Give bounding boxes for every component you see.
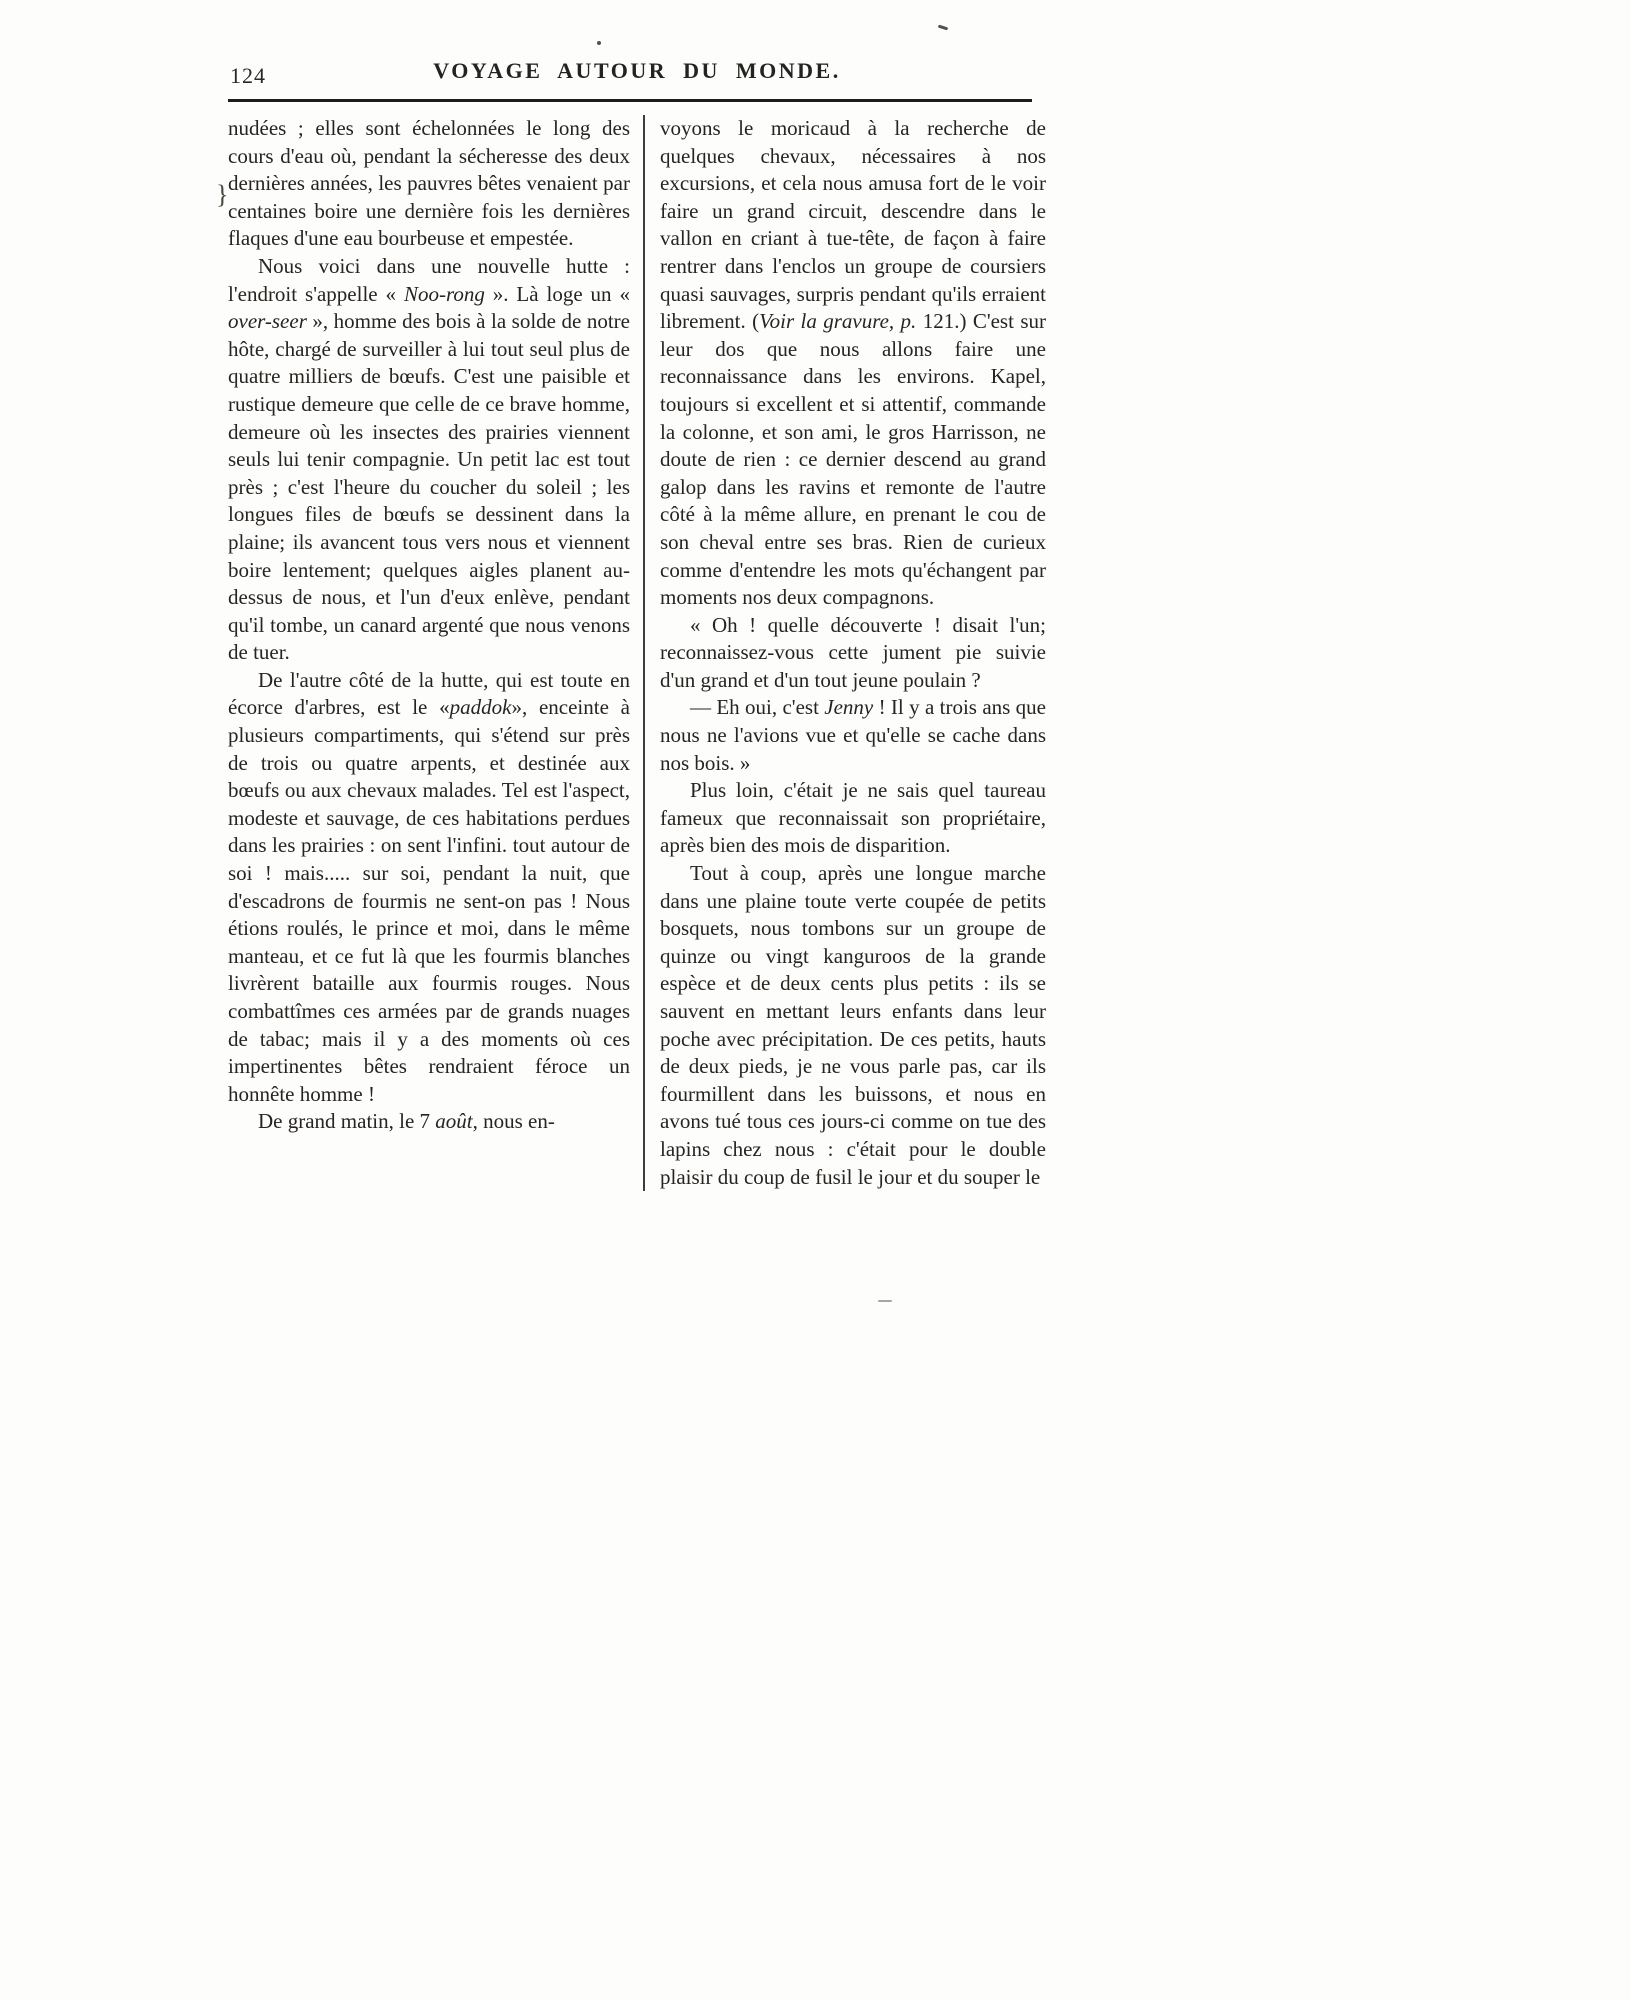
- text-run: De grand matin, le 7: [258, 1109, 436, 1134]
- margin-brace-artifact: }: [216, 180, 229, 209]
- page-number: 124: [230, 63, 266, 88]
- text-run: Plus loin, c'était je ne sais quel taureau fameux que reconnaissait son propriétaire, après bien des mois de disparition.: [660, 778, 1046, 858]
- italic-run: août: [435, 1109, 473, 1134]
- text-run: », enceinte à plusieurs compartiments, qui s'étend sur près de trois ou quatre arpents, et destinée aux bœufs ou aux chevaux malades. Tel est l'aspect, modeste et sauvage, de ces habitations perdues dans les prairies : on sent l'infini. tout autour de soi ! mais..... sur soi, pendant la nuit, que d'escadrons de fourmis ne sent-on pas ! Nous étions roulés, le prince et moi, dans le même manteau, et ce fut là que les fourmis blanches livrèrent bataille aux fourmis rouges. Nous combattîmes ces armées par de grands nuages de tabac; mais il y a des moments où ces impertinentes bêtes rendraient féroce un honnête homme !: [228, 695, 630, 1106]
- page-content: [216, 54, 1046, 1191]
- running-title: VOYAGE AUTOUR DU MONDE.: [433, 58, 841, 83]
- paragraph: [228, 667, 630, 1109]
- running-header: [228, 54, 1046, 94]
- text-run: nudées ; elles sont échelonnées le long des cours d'eau où, pendant la sécheresse des deux dernières années, les pauvres bêtes venaient par centaines boire une dernière fois les dernières flaques d'une eau bourbeuse et empestée.: [228, 116, 630, 251]
- text-run: ! Il y a trois ans que nous ne l'avions vue et qu'elle se cache dans nos bois. »: [660, 695, 1046, 775]
- paragraph: [660, 694, 1046, 777]
- paragraph: [660, 115, 1046, 612]
- text-run: , nous en-: [472, 1109, 555, 1134]
- paragraph: [660, 860, 1046, 1191]
- text-run: voyons le moricaud à la recherche de quelques chevaux, nécessaires à nos excursions, et cela nous amusa fort de le voir faire un grand circuit, descendre dans le vallon en criant à tue-tête, de façon à faire rentrer dans l'enclos un groupe de coursiers quasi sauvages, surpris pendant qu'ils erraient librement. (: [660, 116, 1046, 334]
- scan-speck: [597, 41, 601, 45]
- header-rule: [228, 99, 1032, 102]
- italic-run: Voir la gravure, p.: [759, 309, 917, 334]
- paragraph: [660, 777, 1046, 860]
- text-columns: [228, 115, 1046, 1191]
- scan-speck: [938, 25, 948, 31]
- column-divider: [643, 115, 645, 1191]
- paragraph: [228, 115, 630, 253]
- text-run: ». Là loge un «: [484, 281, 630, 306]
- text-run: 121.) C'est sur leur dos que nous allons faire une reconnaissance dans les environs. Kapel, toujours si excellent et si attentif, commande la colonne, et son ami, le gros Harrisson, ne doute de rien : ce dernier descend au grand galop dans les ravins et remonte de l'autre côté à la même allure, en prenant le cou de son cheval entre ses bras. Rien de curieux comme d'entendre les mots qu'échangent par moments nos deux compagnons.: [660, 309, 1046, 610]
- text-run: Nous voici dans une nouvelle hutte : l'endroit s'appelle «: [228, 253, 630, 306]
- paragraph: [228, 1108, 630, 1136]
- paragraph: [660, 612, 1046, 695]
- text-run: — Eh oui, c'est: [690, 695, 825, 720]
- text-run: », homme des bois à la solde de notre hôte, chargé de surveiller à lui tout seul plus de quatre milliers de bœufs. C'est une paisible et rustique demeure que celle de ce brave homme, demeure où les insectes des prairies viennent seuls lui tenir compagnie. Un petit lac est tout près ; c'est l'heure du coucher du soleil ; les longues files de bœufs se dessinent dans la plaine; ils avancent tous vers nous et viennent boire lentement; quelques aigles planent au-dessus de nous, et l'un d'eux enlève, pendant qu'il tombe, un canard argenté que nous venons de tuer.: [228, 309, 630, 665]
- italic-run: Noo-rong: [403, 281, 485, 306]
- scan-speck: [878, 1300, 892, 1302]
- paragraph: [228, 253, 630, 667]
- text-run: Tout à coup, après une longue marche dans une plaine toute verte coupée de petits bosquets, nous tombons sur un groupe de quinze ou vingt kanguroos de la grande espèce et de deux cents plus petits : ils se sauvent en mettant leurs enfants dans leur poche avec précipitation. De ces petits, hauts de deux pieds, je ne vous parle pas, car ils fourmillent dans les buissons, et nous en avons tué tous ces jours-ci comme on tue des lapins chez nous : c'était pour le double plaisir du coup de fusil le jour et du souper le: [660, 861, 1046, 1189]
- right-column: [660, 115, 1046, 1191]
- italic-run: Jenny: [824, 695, 874, 720]
- left-column: [228, 115, 630, 1191]
- italic-run: over-seer: [228, 309, 307, 334]
- text-run: De l'autre côté de la hutte, qui est toute en écorce d'arbres, est le «: [228, 667, 630, 720]
- text-run: « Oh ! quelle découverte ! disait l'un; reconnaissez-vous cette jument pie suivie d'un grand et d'un tout jeune poulain ?: [660, 612, 1046, 692]
- italic-run: paddok: [449, 695, 512, 720]
